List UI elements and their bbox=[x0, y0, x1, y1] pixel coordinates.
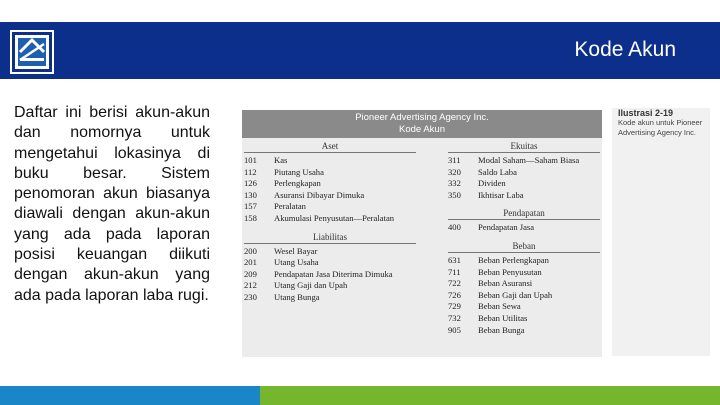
caption-title: Ilustrasi 2-19 bbox=[618, 108, 674, 118]
slide-header bbox=[0, 22, 720, 79]
account-row bbox=[446, 222, 602, 234]
account-code: 311 bbox=[448, 155, 461, 165]
account-row bbox=[242, 269, 418, 281]
account-name: Beban Perlengkapan bbox=[478, 254, 549, 265]
account-code: 157 bbox=[244, 201, 257, 212]
institution-logo-icon bbox=[10, 30, 54, 74]
account-row bbox=[446, 325, 602, 337]
account-row bbox=[242, 178, 418, 190]
section-title-aset: Aset bbox=[244, 140, 416, 153]
figure-left-column bbox=[242, 140, 418, 304]
account-code: 201 bbox=[244, 257, 257, 268]
account-name: Dividen bbox=[478, 178, 506, 189]
account-name: Beban Bunga bbox=[478, 324, 525, 335]
account-code: 200 bbox=[244, 245, 257, 256]
account-row bbox=[242, 167, 418, 179]
caption-text: Kode akun untuk Pioneer Advertising Agency Inc. bbox=[618, 118, 703, 137]
slide-body-text: Daftar ini berisi akun-akun dan nomornya untuk mengetahui lokasinya di buku besar. Sistem penomoran akun biasanya diawali dengan akun-akun yang ada pada laporan posisi keuangan diikuti dengan akun-akun yang ada pada laporan laba rugi. bbox=[14, 104, 210, 304]
section-title-beban: Beban bbox=[448, 240, 600, 253]
account-row bbox=[446, 267, 602, 279]
account-row bbox=[446, 278, 602, 290]
figure-header bbox=[242, 110, 602, 138]
account-name: Utang Gaji dan Upah bbox=[274, 280, 348, 291]
account-row bbox=[446, 301, 602, 313]
footer-bar-green bbox=[260, 386, 720, 405]
account-row bbox=[446, 155, 602, 167]
account-code: 729 bbox=[448, 301, 461, 312]
figure-right-column bbox=[446, 140, 602, 336]
account-row bbox=[446, 190, 602, 202]
account-row bbox=[242, 201, 418, 213]
account-code: 631 bbox=[448, 254, 461, 265]
account-name: Beban Penyusutan bbox=[478, 266, 542, 277]
account-name: Modal Saham—Saham Biasa bbox=[478, 155, 580, 165]
account-name: Asuransi Dibayar Dimuka bbox=[274, 189, 365, 200]
section-title-liabilitas: Liabilitas bbox=[244, 231, 416, 244]
account-name: Ikhtisar Laba bbox=[478, 189, 524, 200]
account-code: 212 bbox=[244, 280, 257, 291]
account-name: Peralatan bbox=[274, 201, 306, 212]
account-name: Pendapatan Jasa Diterima Dimuka bbox=[274, 268, 393, 279]
figure-caption bbox=[618, 108, 718, 137]
section-title-pendapatan: Pendapatan bbox=[448, 207, 600, 220]
account-row bbox=[242, 257, 418, 269]
account-code-figure bbox=[242, 110, 602, 357]
figure-subtitle: Kode Akun bbox=[399, 124, 445, 135]
account-code: 711 bbox=[448, 266, 461, 277]
account-name: Utang Bunga bbox=[274, 291, 320, 302]
account-name: Wesel Bayar bbox=[274, 245, 318, 256]
account-code: 350 bbox=[448, 189, 461, 200]
section-title-ekuitas: Ekuitas bbox=[448, 140, 600, 153]
account-code: 126 bbox=[244, 178, 257, 189]
account-code: 400 bbox=[448, 222, 461, 233]
account-code: 905 bbox=[448, 324, 461, 335]
account-code: 209 bbox=[244, 268, 257, 279]
account-row bbox=[446, 167, 602, 179]
account-code: 722 bbox=[448, 278, 461, 289]
account-code: 732 bbox=[448, 312, 461, 323]
account-name: Utang Usaha bbox=[274, 257, 319, 268]
account-code: 320 bbox=[448, 166, 461, 177]
account-name: Kas bbox=[274, 155, 288, 165]
account-row bbox=[446, 255, 602, 267]
caption-panel bbox=[612, 108, 710, 356]
account-name: Beban Gaji dan Upah bbox=[478, 289, 553, 300]
account-row bbox=[242, 155, 418, 167]
account-row bbox=[242, 292, 418, 304]
account-code: 726 bbox=[448, 289, 461, 300]
account-row bbox=[242, 246, 418, 258]
account-row bbox=[446, 290, 602, 302]
account-name: Piutang Usaha bbox=[274, 166, 324, 177]
account-row bbox=[242, 190, 418, 202]
account-row bbox=[242, 213, 418, 225]
account-name: Perlengkapan bbox=[274, 178, 321, 189]
account-code: 130 bbox=[244, 189, 257, 200]
account-code: 101 bbox=[244, 155, 257, 165]
account-name: Saldo Laba bbox=[478, 166, 517, 177]
figure-company: Pioneer Advertising Agency Inc. bbox=[355, 112, 489, 123]
account-code: 112 bbox=[244, 166, 257, 177]
account-code: 332 bbox=[448, 178, 461, 189]
account-row bbox=[242, 280, 418, 292]
footer-bar-blue bbox=[0, 386, 260, 405]
account-name: Beban Sewa bbox=[478, 301, 521, 312]
account-name: Beban Utilitas bbox=[478, 312, 528, 323]
account-row bbox=[446, 313, 602, 325]
account-row bbox=[446, 178, 602, 190]
account-name: Akumulasi Penyusutan—Peralatan bbox=[274, 212, 395, 223]
account-code: 230 bbox=[244, 291, 257, 302]
account-name: Pendapatan Jasa bbox=[478, 222, 535, 233]
account-name: Beban Asuransi bbox=[478, 278, 533, 289]
slide-title: Kode Akun bbox=[574, 38, 676, 61]
account-code: 158 bbox=[244, 212, 257, 223]
